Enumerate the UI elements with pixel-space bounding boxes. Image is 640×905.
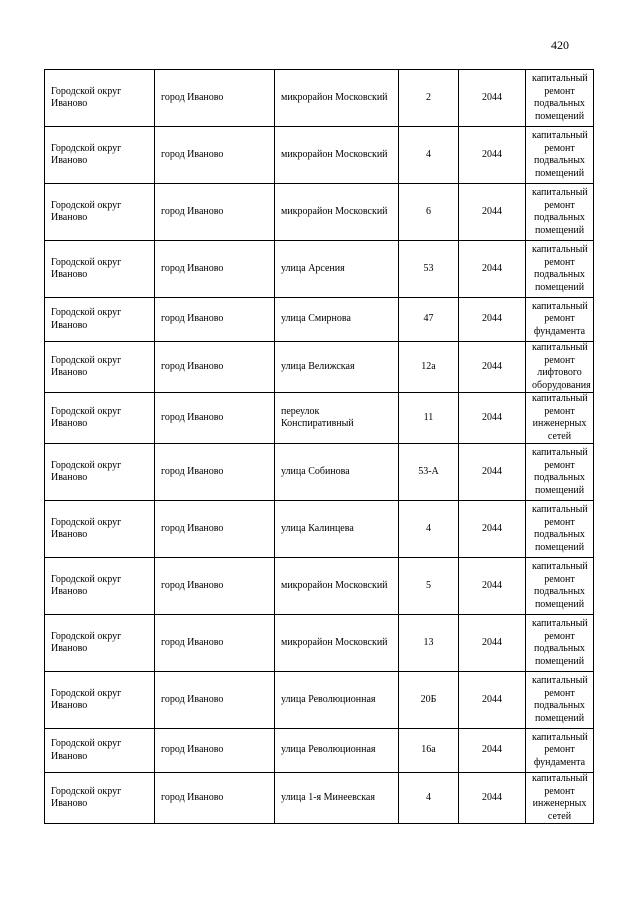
year-cell: 2044 <box>459 672 526 729</box>
year-cell: 2044 <box>459 773 526 824</box>
work-type-cell: капитальный ремонт подвальных помещений <box>526 184 594 241</box>
house-number-cell: 5 <box>399 558 459 615</box>
table-row <box>45 729 594 773</box>
work-type-cell: капитальный ремонт подвальных помещений <box>526 444 594 501</box>
street-cell: микрорайон Московский <box>275 615 399 672</box>
work-type-cell: капитальный ремонт фундамента <box>526 729 594 773</box>
table-row <box>45 241 594 298</box>
year-cell: 2044 <box>459 558 526 615</box>
house-number-cell: 13 <box>399 615 459 672</box>
okrug-cell: Городской округ Иваново <box>45 501 155 558</box>
okrug-cell: Городской округ Иваново <box>45 729 155 773</box>
house-number-cell: 12а <box>399 342 459 393</box>
year-cell: 2044 <box>459 127 526 184</box>
okrug-cell: Городской округ Иваново <box>45 70 155 127</box>
table-row <box>45 342 594 393</box>
house-number-cell: 16а <box>399 729 459 773</box>
work-type-cell: капитальный ремонт подвальных помещений <box>526 615 594 672</box>
city-cell: город Иваново <box>155 241 275 298</box>
work-type-cell: капитальный ремонт инженерных сетей <box>526 393 594 444</box>
work-type-cell: капитальный ремонт подвальных помещений <box>526 241 594 298</box>
work-type-cell: капитальный ремонт подвальных помещений <box>526 501 594 558</box>
year-cell: 2044 <box>459 615 526 672</box>
house-number-cell: 4 <box>399 127 459 184</box>
year-cell: 2044 <box>459 298 526 342</box>
work-type-cell: капитальный ремонт лифтового оборудования <box>526 342 594 393</box>
street-cell: улица Собинова <box>275 444 399 501</box>
okrug-cell: Городской округ Иваново <box>45 558 155 615</box>
city-cell: город Иваново <box>155 729 275 773</box>
city-cell: город Иваново <box>155 342 275 393</box>
house-number-cell: 2 <box>399 70 459 127</box>
table-row <box>45 501 594 558</box>
year-cell: 2044 <box>459 184 526 241</box>
street-cell: улица Велижская <box>275 342 399 393</box>
house-number-cell: 53 <box>399 241 459 298</box>
city-cell: город Иваново <box>155 558 275 615</box>
year-cell: 2044 <box>459 729 526 773</box>
table-row <box>45 127 594 184</box>
city-cell: город Иваново <box>155 70 275 127</box>
okrug-cell: Городской округ Иваново <box>45 127 155 184</box>
okrug-cell: Городской округ Иваново <box>45 672 155 729</box>
street-cell: микрорайон Московский <box>275 558 399 615</box>
house-number-cell: 20Б <box>399 672 459 729</box>
repair-schedule-table <box>44 69 594 824</box>
okrug-cell: Городской округ Иваново <box>45 298 155 342</box>
work-type-cell: капитальный ремонт инженерных сетей <box>526 773 594 824</box>
okrug-cell: Городской округ Иваново <box>45 393 155 444</box>
work-type-cell: капитальный ремонт подвальных помещений <box>526 70 594 127</box>
year-cell: 2044 <box>459 342 526 393</box>
page-number: 420 <box>551 38 569 52</box>
table-row <box>45 672 594 729</box>
street-cell: микрорайон Московский <box>275 127 399 184</box>
okrug-cell: Городской округ Иваново <box>45 241 155 298</box>
house-number-cell: 11 <box>399 393 459 444</box>
year-cell: 2044 <box>459 393 526 444</box>
okrug-cell: Городской округ Иваново <box>45 773 155 824</box>
okrug-cell: Городской округ Иваново <box>45 342 155 393</box>
street-cell: улица Смирнова <box>275 298 399 342</box>
table-row <box>45 558 594 615</box>
street-cell: улица Революционная <box>275 672 399 729</box>
year-cell: 2044 <box>459 444 526 501</box>
street-cell: улица Калинцева <box>275 501 399 558</box>
city-cell: город Иваново <box>155 298 275 342</box>
street-cell: микрорайон Московский <box>275 184 399 241</box>
okrug-cell: Городской округ Иваново <box>45 184 155 241</box>
city-cell: город Иваново <box>155 773 275 824</box>
house-number-cell: 47 <box>399 298 459 342</box>
year-cell: 2044 <box>459 501 526 558</box>
work-type-cell: капитальный ремонт подвальных помещений <box>526 672 594 729</box>
street-cell: улица Революционная <box>275 729 399 773</box>
street-cell: переулок Конспиративный <box>275 393 399 444</box>
year-cell: 2044 <box>459 241 526 298</box>
work-type-cell: капитальный ремонт подвальных помещений <box>526 127 594 184</box>
table-row <box>45 444 594 501</box>
table-row <box>45 773 594 824</box>
city-cell: город Иваново <box>155 501 275 558</box>
work-type-cell: капитальный ремонт фундамента <box>526 298 594 342</box>
street-cell: улица 1-я Минеевская <box>275 773 399 824</box>
table-row <box>45 393 594 444</box>
okrug-cell: Городской округ Иваново <box>45 615 155 672</box>
house-number-cell: 53-А <box>399 444 459 501</box>
table-row <box>45 615 594 672</box>
city-cell: город Иваново <box>155 615 275 672</box>
house-number-cell: 4 <box>399 501 459 558</box>
year-cell: 2044 <box>459 70 526 127</box>
city-cell: город Иваново <box>155 127 275 184</box>
street-cell: микрорайон Московский <box>275 70 399 127</box>
table-row <box>45 184 594 241</box>
city-cell: город Иваново <box>155 184 275 241</box>
okrug-cell: Городской округ Иваново <box>45 444 155 501</box>
house-number-cell: 4 <box>399 773 459 824</box>
table-row <box>45 298 594 342</box>
street-cell: улица Арсения <box>275 241 399 298</box>
house-number-cell: 6 <box>399 184 459 241</box>
table-body <box>45 70 594 824</box>
city-cell: город Иваново <box>155 393 275 444</box>
city-cell: город Иваново <box>155 444 275 501</box>
table-row <box>45 70 594 127</box>
work-type-cell: капитальный ремонт подвальных помещений <box>526 558 594 615</box>
city-cell: город Иваново <box>155 672 275 729</box>
